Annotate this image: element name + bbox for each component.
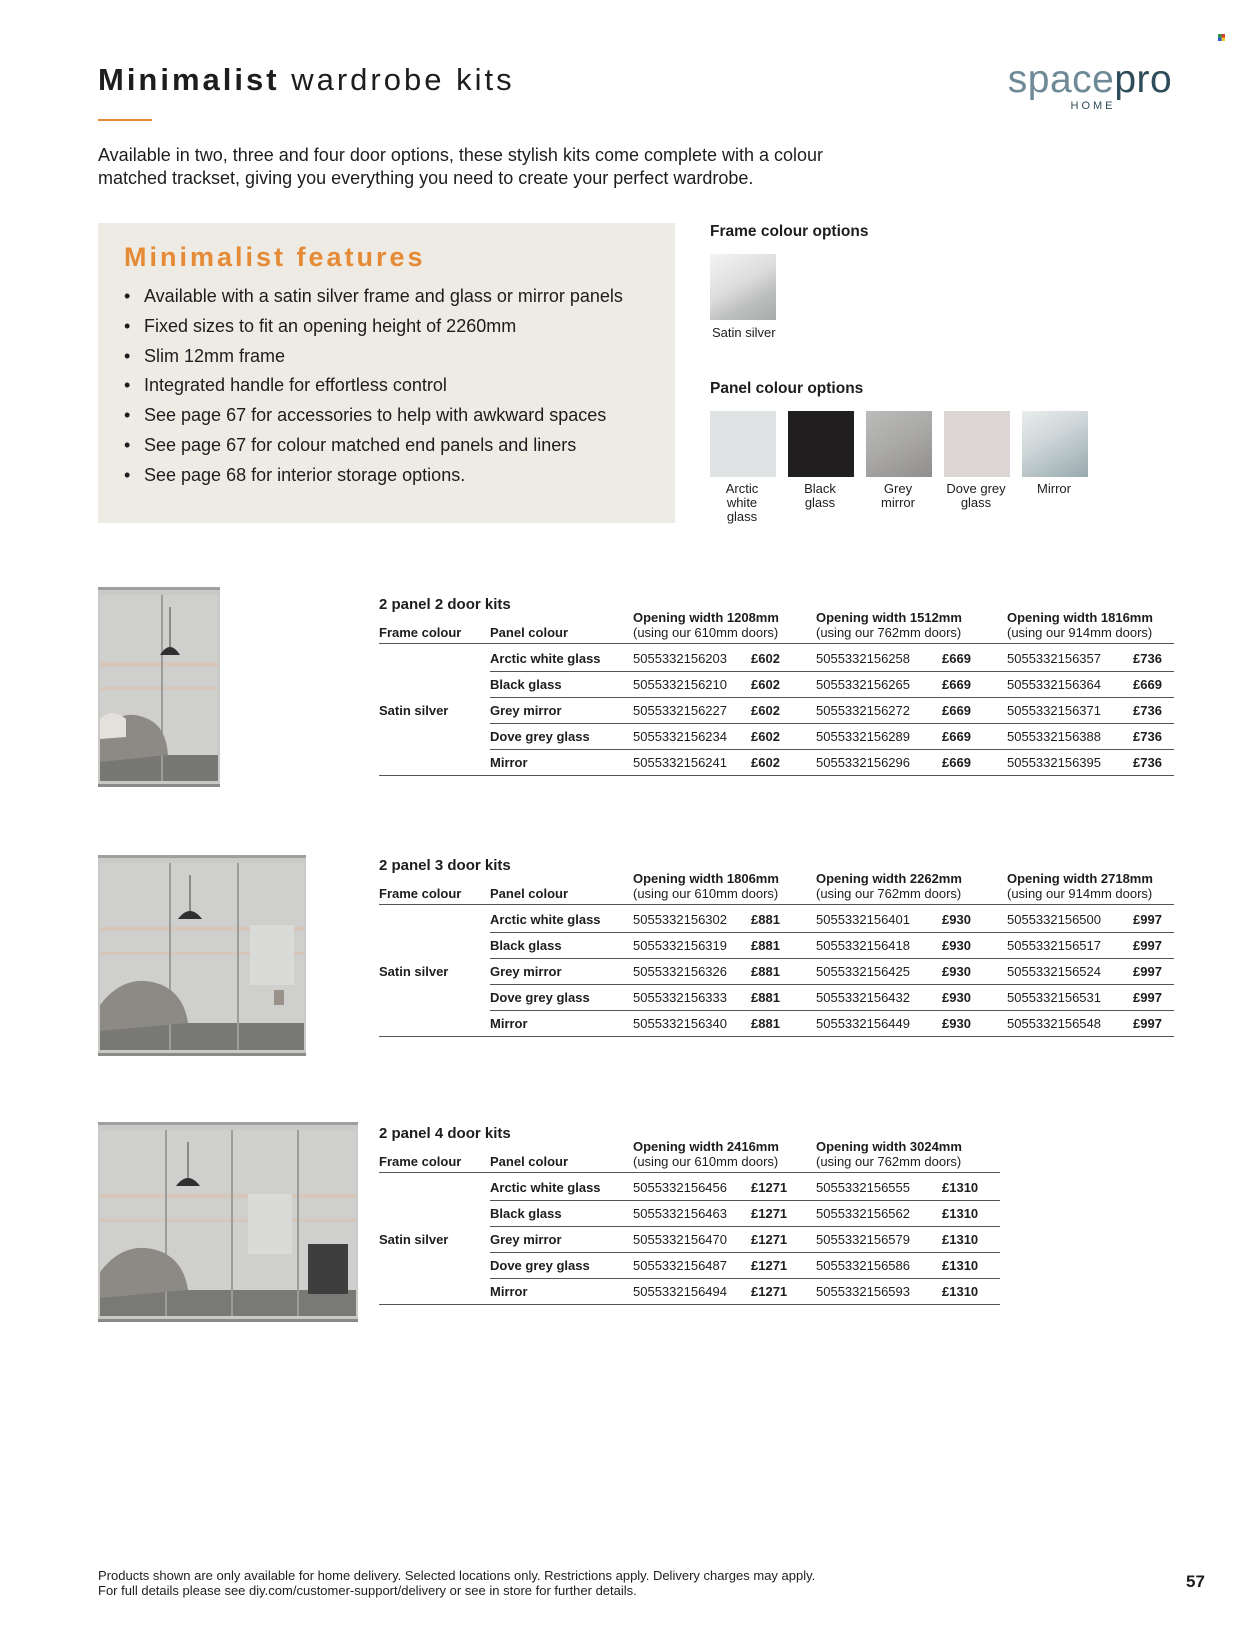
product-code-cell: 5055332156357 xyxy=(1007,651,1101,666)
product-code-cell: 5055332156425 xyxy=(816,964,910,979)
swatch-mirror xyxy=(1022,411,1088,477)
product-code-cell: 5055332156258 xyxy=(816,651,910,666)
price-cell: £881 xyxy=(751,964,780,979)
frame-colour-cell: Satin silver xyxy=(379,964,449,979)
panel-colour-cell: Arctic white glass xyxy=(490,1180,601,1195)
door-size-subheader: (using our 762mm doors) xyxy=(816,1154,962,1169)
price-cell: £736 xyxy=(1133,651,1162,666)
product-code-cell: 5055332156364 xyxy=(1007,677,1101,692)
product-code-cell: 5055332156289 xyxy=(816,729,910,744)
product-code-cell: 5055332156586 xyxy=(816,1258,910,1273)
door-size-subheader: (using our 610mm doors) xyxy=(633,886,779,901)
row-rule xyxy=(490,1010,1174,1011)
price-cell: £930 xyxy=(942,964,971,979)
swatch-label-arctic-white-glass xyxy=(699,482,785,524)
page-title-rest: wardrobe kits xyxy=(291,62,515,97)
product-code-cell: 5055332156319 xyxy=(633,938,727,953)
product-code-cell: 5055332156340 xyxy=(633,1016,727,1031)
product-code-cell: 5055332156418 xyxy=(816,938,910,953)
product-code-cell: 5055332156562 xyxy=(816,1206,910,1221)
feature-item: • See page 67 for accessories to help with awkward spaces xyxy=(124,405,623,435)
page-number: 57 xyxy=(1186,1572,1205,1591)
brand-subtitle: HOME xyxy=(1070,100,1116,112)
product-code-cell: 5055332156432 xyxy=(816,990,910,1005)
price-cell: £881 xyxy=(751,1016,780,1031)
price-cell: £1271 xyxy=(751,1206,788,1221)
price-cell: £997 xyxy=(1133,990,1162,1005)
price-cell: £669 xyxy=(942,729,971,744)
swatch-dove-grey-glass xyxy=(944,411,1010,477)
swatch-label-dove-grey-glass xyxy=(933,482,1019,510)
panel-colour-cell: Mirror xyxy=(490,1284,528,1299)
opening-width-header: Opening width 2718mm xyxy=(1007,871,1153,886)
table-bottom-rule xyxy=(379,775,1174,776)
product-code-cell: 5055332156463 xyxy=(633,1206,727,1221)
price-cell: £736 xyxy=(1133,703,1162,718)
page-title-bold: Minimalist xyxy=(98,62,280,97)
product-code-cell: 5055332156470 xyxy=(633,1232,727,1247)
row-rule xyxy=(490,723,1174,724)
price-cell: £602 xyxy=(751,677,780,692)
product-code-cell: 5055332156593 xyxy=(816,1284,910,1299)
swatch-label-line: glass xyxy=(960,495,992,510)
price-cell: £930 xyxy=(942,912,971,927)
frame-colour-cell: Satin silver xyxy=(379,703,449,718)
row-rule xyxy=(490,932,1174,933)
product-code-cell: 5055332156401 xyxy=(816,912,910,927)
panel-colour-cell: Dove grey glass xyxy=(490,1258,590,1273)
door-size-subheader: (using our 610mm doors) xyxy=(633,625,779,640)
product-code-cell: 5055332156548 xyxy=(1007,1016,1101,1031)
product-code-cell: 5055332156456 xyxy=(633,1180,727,1195)
table-bottom-rule xyxy=(379,1304,1000,1305)
panel-colour-options-title: Panel colour options xyxy=(710,380,864,397)
wardrobe-3-door-photo xyxy=(98,855,306,1056)
frame-colour-cell: Satin silver xyxy=(379,1232,449,1247)
product-code-cell: 5055332156500 xyxy=(1007,912,1101,927)
swatch-label-line: Grey xyxy=(883,481,913,496)
swatch-grey-mirror xyxy=(866,411,932,477)
product-code-cell: 5055332156326 xyxy=(633,964,727,979)
swatch-label-line: glass xyxy=(804,495,836,510)
table-bottom-rule xyxy=(379,1036,1174,1037)
product-code-cell: 5055332156203 xyxy=(633,651,727,666)
wardrobe-4-door-photo xyxy=(98,1122,358,1322)
brand-logo xyxy=(1000,58,1180,112)
panel-colour-cell: Grey mirror xyxy=(490,1232,562,1247)
page-title xyxy=(98,62,515,98)
swatch-label-line: white xyxy=(726,495,758,510)
price-cell: £997 xyxy=(1133,1016,1162,1031)
panel-colour-header: Panel colour xyxy=(490,1154,569,1169)
price-cell: £669 xyxy=(942,677,971,692)
feature-item: • See page 67 for colour matched end panels and liners xyxy=(124,435,623,465)
feature-item: • See page 68 for interior storage options. xyxy=(124,465,623,495)
product-code-cell: 5055332156395 xyxy=(1007,755,1101,770)
swatch-arctic-white-glass xyxy=(710,411,776,477)
footer-disclaimer xyxy=(98,1568,998,1598)
swatch-label-line: Mirror xyxy=(1037,481,1071,496)
swatch-satin-silver xyxy=(710,254,776,320)
title-underline xyxy=(98,119,152,121)
feature-item: • Available with a satin silver frame and glass or mirror panels xyxy=(124,286,623,316)
intro-paragraph: Available in two, three and four door options, these stylish kits come complete with a colour matched trackset, giving you everything you need to create your perfect wardrobe. xyxy=(98,145,824,188)
price-cell: £930 xyxy=(942,990,971,1005)
swatch-label-black-glass xyxy=(777,482,863,510)
price-cell: £930 xyxy=(942,938,971,953)
opening-width-header: Opening width 3024mm xyxy=(816,1139,962,1154)
product-code-cell: 5055332156227 xyxy=(633,703,727,718)
row-rule xyxy=(490,697,1174,698)
row-rule xyxy=(490,1200,1000,1201)
panel-colour-cell: Arctic white glass xyxy=(490,912,601,927)
header-rule xyxy=(379,1172,1000,1173)
kit-title: 2 panel 2 door kits xyxy=(379,596,511,613)
swatch-label-line: Black xyxy=(804,481,836,496)
price-cell: £1271 xyxy=(751,1258,788,1273)
feature-item: • Integrated handle for effortless control xyxy=(124,375,623,405)
product-code-cell: 5055332156210 xyxy=(633,677,727,692)
opening-width-header: Opening width 1806mm xyxy=(633,871,779,886)
product-code-cell: 5055332156531 xyxy=(1007,990,1101,1005)
product-code-cell: 5055332156272 xyxy=(816,703,910,718)
panel-colour-cell: Grey mirror xyxy=(490,703,562,718)
door-size-subheader: (using our 762mm doors) xyxy=(816,886,962,901)
row-rule xyxy=(490,671,1174,672)
panel-colour-cell: Black glass xyxy=(490,1206,562,1221)
product-code-cell: 5055332156494 xyxy=(633,1284,727,1299)
product-code-cell: 5055332156579 xyxy=(816,1232,910,1247)
product-code-cell: 5055332156487 xyxy=(633,1258,727,1273)
product-code-cell: 5055332156524 xyxy=(1007,964,1101,979)
price-cell: £669 xyxy=(1133,677,1162,692)
price-cell: £1310 xyxy=(942,1258,979,1273)
price-cell: £669 xyxy=(942,651,971,666)
product-code-cell: 5055332156296 xyxy=(816,755,910,770)
swatch-label-mirror xyxy=(1011,482,1097,496)
product-code-cell: 5055332156302 xyxy=(633,912,727,927)
header-rule xyxy=(379,643,1174,644)
row-rule xyxy=(490,984,1174,985)
swatch-label-line: Arctic xyxy=(725,481,759,496)
price-cell: £997 xyxy=(1133,938,1162,953)
price-cell: £602 xyxy=(751,729,780,744)
panel-colour-cell: Dove grey glass xyxy=(490,990,590,1005)
door-size-subheader: (using our 610mm doors) xyxy=(633,1154,779,1169)
features-title: Minimalist features xyxy=(124,242,426,272)
door-size-subheader: (using our 914mm doors) xyxy=(1007,625,1153,640)
panel-colour-cell: Mirror xyxy=(490,755,528,770)
swatch-black-glass xyxy=(788,411,854,477)
frame-colour-header: Frame colour xyxy=(379,1154,462,1169)
price-cell: £1310 xyxy=(942,1284,979,1299)
panel-colour-header: Panel colour xyxy=(490,625,569,640)
price-cell: £997 xyxy=(1133,912,1162,927)
price-cell: £1310 xyxy=(942,1180,979,1195)
product-code-cell: 5055332156555 xyxy=(816,1180,910,1195)
swatch-label-line: mirror xyxy=(881,495,915,510)
feature-item: • Slim 12mm frame xyxy=(124,346,623,376)
price-cell: £602 xyxy=(751,755,780,770)
panel-colour-header: Panel colour xyxy=(490,886,569,901)
price-cell: £997 xyxy=(1133,964,1162,979)
product-code-cell: 5055332156241 xyxy=(633,755,727,770)
row-rule xyxy=(490,1226,1000,1227)
footer-line-1: Products shown are only available for home delivery. Selected locations only. Restrictions apply. Delivery charges may apply. xyxy=(98,1568,816,1583)
brand-part-1: space xyxy=(1007,58,1115,101)
price-cell: £669 xyxy=(942,703,971,718)
row-rule xyxy=(490,1252,1000,1253)
price-cell: £881 xyxy=(751,938,780,953)
price-cell: £1271 xyxy=(751,1232,788,1247)
row-rule xyxy=(490,1278,1000,1279)
product-code-cell: 5055332156371 xyxy=(1007,703,1101,718)
kit-title: 2 panel 4 door kits xyxy=(379,1125,511,1142)
opening-width-header: Opening width 1512mm xyxy=(816,610,962,625)
product-code-cell: 5055332156333 xyxy=(633,990,727,1005)
header-rule xyxy=(379,904,1174,905)
row-rule xyxy=(490,958,1174,959)
product-code-cell: 5055332156517 xyxy=(1007,938,1101,953)
opening-width-header: Opening width 1208mm xyxy=(633,610,779,625)
wardrobe-2-door-photo xyxy=(98,587,220,787)
frame-colour-options-title: Frame colour options xyxy=(710,223,869,240)
price-cell: £736 xyxy=(1133,755,1162,770)
product-code-cell: 5055332156449 xyxy=(816,1016,910,1031)
price-cell: £930 xyxy=(942,1016,971,1031)
price-cell: £881 xyxy=(751,912,780,927)
opening-width-header: Opening width 2416mm xyxy=(633,1139,779,1154)
swatch-label-line: Dove grey xyxy=(946,481,1006,496)
price-cell: £602 xyxy=(751,651,780,666)
door-size-subheader: (using our 914mm doors) xyxy=(1007,886,1153,901)
price-cell: £736 xyxy=(1133,729,1162,744)
frame-colour-header: Frame colour xyxy=(379,886,462,901)
feature-item: • Fixed sizes to fit an opening height of 2260mm xyxy=(124,316,623,346)
swatch-label-satin-silver: Satin silver xyxy=(712,325,776,340)
door-size-subheader: (using our 762mm doors) xyxy=(816,625,962,640)
price-cell: £881 xyxy=(751,990,780,1005)
corner-color-mark-icon xyxy=(1218,34,1225,41)
brand-part-2: pro xyxy=(1114,58,1173,101)
features-list xyxy=(124,286,623,495)
panel-colour-cell: Black glass xyxy=(490,938,562,953)
kit-title: 2 panel 3 door kits xyxy=(379,857,511,874)
panel-colour-cell: Grey mirror xyxy=(490,964,562,979)
footer-line-2: For full details please see diy.com/customer-support/delivery or see in store for further details. xyxy=(98,1583,637,1598)
swatch-label-line: glass xyxy=(726,509,758,524)
price-cell: £1310 xyxy=(942,1206,979,1221)
opening-width-header: Opening width 1816mm xyxy=(1007,610,1153,625)
frame-colour-header: Frame colour xyxy=(379,625,462,640)
panel-colour-cell: Black glass xyxy=(490,677,562,692)
row-rule xyxy=(490,749,1174,750)
panel-colour-cell: Arctic white glass xyxy=(490,651,601,666)
swatch-label-grey-mirror xyxy=(855,482,941,510)
product-code-cell: 5055332156234 xyxy=(633,729,727,744)
price-cell: £669 xyxy=(942,755,971,770)
panel-colour-cell: Mirror xyxy=(490,1016,528,1031)
price-cell: £1271 xyxy=(751,1180,788,1195)
brand-wordmark xyxy=(1000,58,1180,102)
price-cell: £1310 xyxy=(942,1232,979,1247)
price-cell: £1271 xyxy=(751,1284,788,1299)
price-cell: £602 xyxy=(751,703,780,718)
product-code-cell: 5055332156265 xyxy=(816,677,910,692)
product-code-cell: 5055332156388 xyxy=(1007,729,1101,744)
opening-width-header: Opening width 2262mm xyxy=(816,871,962,886)
panel-colour-cell: Dove grey glass xyxy=(490,729,590,744)
